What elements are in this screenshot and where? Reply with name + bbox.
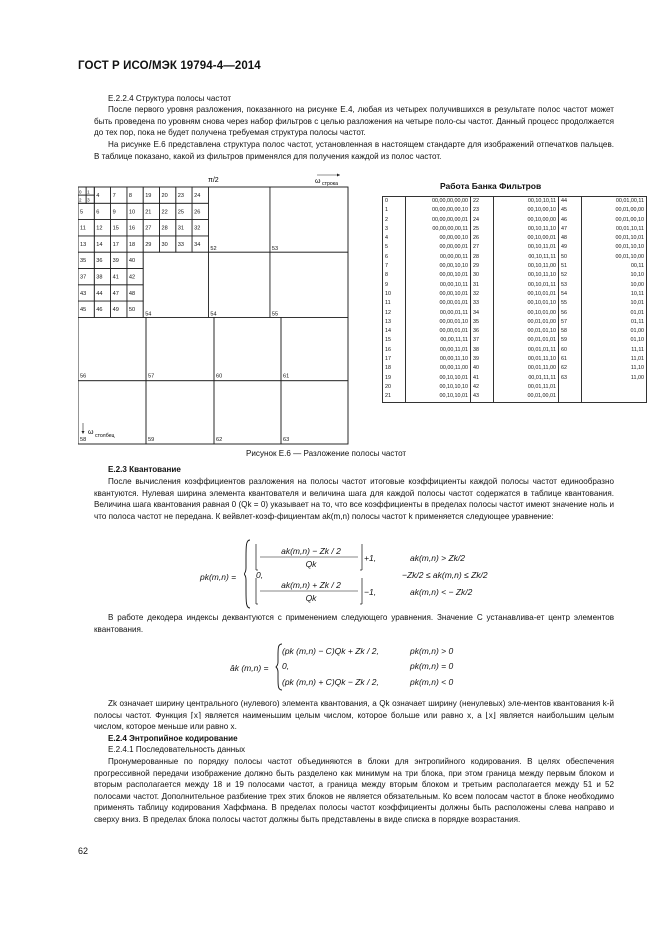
band-label: 33 bbox=[177, 241, 185, 248]
filter-code: 00,00,01,01 bbox=[406, 299, 471, 308]
band-number: 32 bbox=[471, 290, 494, 299]
formula2-row3: (pk (m,n) + C)Qk − Zk / 2, bbox=[282, 677, 379, 687]
band-label: 34 bbox=[194, 241, 201, 248]
band-number: 51 bbox=[559, 262, 582, 271]
band-block bbox=[214, 381, 281, 444]
band-label: 17 bbox=[112, 241, 119, 248]
filter-code: 00,01,01,10 bbox=[494, 327, 559, 336]
table-row bbox=[383, 197, 647, 207]
band-number: 2 bbox=[385, 216, 388, 223]
band-label: 19 bbox=[145, 193, 152, 199]
filter-code: 00,00,11,11 bbox=[406, 336, 471, 345]
band-label: 14 bbox=[96, 241, 103, 248]
band-label: 26 bbox=[194, 209, 201, 216]
band-label: 47 bbox=[112, 290, 119, 297]
band-number: 61 bbox=[559, 355, 582, 364]
band-number: 26 bbox=[471, 234, 494, 243]
table-row bbox=[383, 383, 647, 392]
filter-code: 00,00,00,00,00 bbox=[406, 197, 471, 207]
omega-col-label: ω bbox=[88, 429, 94, 436]
band-number: 58 bbox=[559, 327, 582, 336]
band-label: 41 bbox=[112, 274, 119, 281]
document-header: ГОСТ Р ИСО/МЭК 19794-4—2014 bbox=[78, 60, 261, 72]
table-row bbox=[383, 216, 647, 225]
filter-code: 00,01,11,01 bbox=[494, 383, 559, 392]
band-label: 52 bbox=[210, 246, 217, 253]
band-block bbox=[270, 252, 348, 317]
band-block bbox=[143, 252, 208, 317]
band-label: 20 bbox=[161, 193, 168, 199]
formula2-cond3: pk(m,n) < 0 bbox=[410, 677, 454, 687]
section-e23-title: Е.2.3 Квантование bbox=[108, 465, 181, 474]
band-label: 54 bbox=[210, 311, 217, 318]
filter-code: 00,10,11,01 bbox=[494, 243, 559, 252]
filter-code: 00,10,01,00 bbox=[494, 309, 559, 318]
formula1-den1: Qk bbox=[305, 559, 317, 569]
band-label: 36 bbox=[96, 258, 103, 265]
band-number: 14 bbox=[385, 328, 391, 335]
band-number: 49 bbox=[559, 243, 582, 252]
filter-code: 10,00 bbox=[582, 281, 647, 290]
filter-code: 00,10,11,10 bbox=[494, 225, 559, 234]
band-label: 15 bbox=[112, 225, 119, 232]
band-label: 48 bbox=[128, 290, 136, 297]
band-number: 6 bbox=[385, 253, 388, 260]
band-label: 40 bbox=[128, 258, 136, 265]
band-label: 30 bbox=[161, 241, 168, 248]
band-number: 41 bbox=[471, 374, 494, 383]
band-number: 33 bbox=[471, 299, 494, 308]
table-row bbox=[383, 327, 647, 336]
band-label: 13 bbox=[80, 241, 87, 248]
band-label: 50 bbox=[128, 307, 136, 314]
section-e224-title: Е.2.2.4 Структура полосы частот bbox=[108, 94, 232, 103]
band-number: 52 bbox=[559, 271, 582, 280]
filter-code: 00,00,10,11 bbox=[406, 281, 471, 290]
filter-code: 00,10,00,00 bbox=[494, 216, 559, 225]
band-label-small: 3 bbox=[87, 197, 90, 203]
filter-code: 00,10,01,11 bbox=[494, 281, 559, 290]
filter-code: 00,00,11,00 bbox=[406, 364, 471, 373]
band-label: 8 bbox=[128, 193, 133, 199]
band-label: 59 bbox=[148, 437, 155, 443]
band-number: 63 bbox=[559, 374, 582, 383]
filter-code: 00,01,10,01 bbox=[582, 234, 647, 243]
table-row bbox=[383, 309, 647, 318]
band-block bbox=[281, 381, 348, 444]
band-number: 5 bbox=[385, 244, 388, 251]
table-row bbox=[383, 225, 647, 234]
band-label: 35 bbox=[80, 258, 87, 265]
formula1-num2: ak(m,n) + Zk / 2 bbox=[281, 580, 341, 590]
band-number: 42 bbox=[471, 383, 494, 392]
band-number: 44 bbox=[559, 197, 582, 207]
band-label: 39 bbox=[112, 258, 119, 265]
filter-code: 00,00,00,00,10 bbox=[406, 206, 471, 215]
band-block bbox=[146, 317, 214, 380]
filter-code: 00,01,00,10 bbox=[582, 216, 647, 225]
band-number: 17 bbox=[385, 356, 391, 363]
band-label: 25 bbox=[177, 209, 185, 216]
band-label: 49 bbox=[112, 307, 119, 314]
band-label: 56 bbox=[80, 373, 87, 380]
band-label: 28 bbox=[161, 225, 168, 232]
band-number: 39 bbox=[471, 355, 494, 364]
filter-code: 00,00,11,10 bbox=[406, 355, 471, 364]
table-row bbox=[383, 243, 647, 252]
band-number: 47 bbox=[559, 225, 582, 234]
band-label: 58 bbox=[80, 437, 87, 443]
filter-code: 00,00,10,01 bbox=[406, 271, 471, 280]
section-e23-paragraph-1: После вычисления коэффициентов разложения на полосы частот итоговые коэффициенты каждой полосы частот единообразно квантуются. Нулевая ширина элемента квантователя и величина шага для каждой полосы частот содержатся в таблице квантования. Величина шага квантования равная 0 (Qk = 0) указывает на то, что все коэффициенты в пределах полосы частот имеют значение ноль и что полоса частот не передана. К вейвлет-коэф-фициентам ak(m,n) полосы частот k применяется следующее уравнение: bbox=[94, 477, 614, 521]
filter-code: 00,00,01,01 bbox=[406, 327, 471, 336]
table-row bbox=[383, 318, 647, 327]
filter-code: 00,01,10,11 bbox=[582, 225, 647, 234]
band-label: 10 bbox=[128, 209, 136, 216]
band-label: 18 bbox=[128, 241, 136, 248]
table-row bbox=[383, 374, 647, 383]
band-number: 13 bbox=[385, 318, 391, 325]
table-row bbox=[383, 392, 647, 402]
table-row bbox=[383, 299, 647, 308]
band-label: 45 bbox=[80, 307, 87, 314]
band-number: 7 bbox=[385, 263, 388, 270]
filter-code: 00,01,11,00 bbox=[494, 364, 559, 373]
band-number bbox=[559, 383, 582, 392]
band-number: 20 bbox=[385, 383, 391, 390]
band-label: 7 bbox=[112, 193, 116, 199]
filter-code: 10,01 bbox=[582, 299, 647, 308]
band-label: 9 bbox=[112, 209, 116, 216]
band-label: 57 bbox=[148, 373, 155, 380]
filter-code: 00,01,10,10 bbox=[582, 243, 647, 252]
table-row bbox=[383, 206, 647, 215]
filter-code bbox=[582, 392, 647, 402]
filter-code: 00,01,00,01 bbox=[494, 392, 559, 402]
table-row bbox=[383, 262, 647, 271]
band-number: 43 bbox=[471, 392, 494, 402]
band-number: 25 bbox=[471, 225, 494, 234]
filter-code: 00,01,01,11 bbox=[494, 346, 559, 355]
formula1-cond1: ak(m,n) > Zk/2 bbox=[410, 553, 466, 563]
band-label: 37 bbox=[80, 274, 87, 281]
formula2-row2: 0, bbox=[282, 661, 290, 671]
decomposition-figure bbox=[78, 170, 378, 452]
filter-code: 00,00,00,10 bbox=[406, 234, 471, 243]
table-row bbox=[383, 271, 647, 280]
filter-code: 00,10,10,01 bbox=[406, 392, 471, 402]
filter-code: 00,10,11,11 bbox=[494, 253, 559, 262]
band-label: 55 bbox=[271, 311, 279, 318]
filter-code: 00,01,00,11 bbox=[582, 197, 647, 207]
band-number: 22 bbox=[471, 197, 494, 207]
table-row bbox=[383, 364, 647, 373]
band-label: 12 bbox=[96, 225, 103, 232]
omega-row-label: ω bbox=[315, 178, 321, 185]
formula2-row1: (pk (m,n) − C)Qk + Zk / 2, bbox=[282, 646, 379, 656]
filter-code: 10,10 bbox=[582, 271, 647, 280]
band-block bbox=[146, 381, 214, 444]
band-block bbox=[208, 187, 270, 252]
band-number: 48 bbox=[559, 234, 582, 243]
filter-code: 11,00 bbox=[582, 374, 647, 383]
band-number: 45 bbox=[559, 206, 582, 215]
band-number: 40 bbox=[471, 364, 494, 373]
band-number: 38 bbox=[471, 346, 494, 355]
band-label: 22 bbox=[161, 209, 168, 216]
band-label: 43 bbox=[80, 290, 87, 297]
band-block bbox=[78, 317, 146, 380]
band-label: 27 bbox=[145, 225, 152, 232]
band-number: 30 bbox=[471, 271, 494, 280]
formula2-cond1: pk(m,n) > 0 bbox=[410, 646, 454, 656]
page-number: 62 bbox=[78, 846, 89, 856]
band-label: 60 bbox=[216, 373, 223, 380]
filter-table-title: Работа Банка Фильтров bbox=[440, 181, 542, 191]
band-number: 50 bbox=[559, 253, 582, 262]
table-row bbox=[383, 253, 647, 262]
band-number: 60 bbox=[559, 346, 582, 355]
band-number: 34 bbox=[471, 309, 494, 318]
band-label: 5 bbox=[80, 209, 84, 216]
filter-code: 00,10,11,00 bbox=[494, 262, 559, 271]
filter-code: 00,01,11,10 bbox=[494, 355, 559, 364]
filter-code: 00,01,10,00 bbox=[582, 253, 647, 262]
band-block bbox=[281, 317, 348, 380]
band-number: 54 bbox=[559, 290, 582, 299]
band-label: 32 bbox=[194, 225, 201, 232]
band-number: 59 bbox=[559, 336, 582, 345]
band-number: 57 bbox=[559, 318, 582, 327]
filter-code: 01,11 bbox=[582, 318, 647, 327]
band-number: 15 bbox=[385, 337, 391, 344]
band-number: 3 bbox=[385, 225, 388, 232]
band-label: 44 bbox=[96, 290, 103, 297]
formula2-lhs: âk (m,n) = bbox=[230, 663, 269, 673]
filter-code: 01,01 bbox=[582, 309, 647, 318]
band-number: 24 bbox=[471, 216, 494, 225]
band-label: 42 bbox=[128, 274, 136, 281]
pi-half-label: π/2 bbox=[208, 177, 219, 184]
filter-code: 00,10,10,01 bbox=[406, 374, 471, 383]
formula2-cond2: pk(m,n) = 0 bbox=[410, 661, 454, 671]
filter-code: 10,11 bbox=[582, 290, 647, 299]
band-label: 53 bbox=[271, 246, 279, 253]
band-number: 16 bbox=[385, 346, 391, 353]
band-number: 10 bbox=[385, 290, 391, 297]
section-e224-paragraph-2: На рисунке Е.6 представлена структура полос частот, установленная в настоящем стандарте для изображений отпечатков пальцев. В таблице показано, какой из фильтров применялся для получения каждой из полос частот. bbox=[94, 140, 614, 161]
filter-code: 00,11 bbox=[582, 262, 647, 271]
band-number: 1 bbox=[385, 207, 388, 214]
section-e224-paragraph-1: После первого уровня разложения, показанного на рисунке Е.4, любая из четырех получившихся в результате полос частот может быть проведена по уровням снова через набор фильтров с целью разложения на четыре поло-сы частот. Данный процесс продолжается до тех пор, пока не будет получена требуемая структура полосы частот. bbox=[94, 105, 614, 138]
filter-code: 00,01,01,00 bbox=[494, 318, 559, 327]
filter-code: 00,10,01,10 bbox=[494, 299, 559, 308]
omega-row-sub: строка bbox=[322, 181, 339, 187]
formula1-tail1: +1, bbox=[364, 553, 377, 563]
filter-code: 00,10,10,11 bbox=[494, 197, 559, 207]
section-e24-title: Е.2.4 Энтропийное кодирование bbox=[108, 734, 238, 743]
section-e23-paragraph-2: В работе декодера индексы деквантуются с применением следующего уравнения. Значение C устанавлива-ет центр элементов квантования. bbox=[94, 613, 614, 634]
filter-code: 00,00,00,01 bbox=[406, 243, 471, 252]
filter-code: 11,11 bbox=[582, 346, 647, 355]
band-number: 9 bbox=[385, 281, 388, 288]
filter-code: 00,00,10,10 bbox=[406, 262, 471, 271]
band-label: 38 bbox=[96, 274, 103, 281]
band-number: 4 bbox=[385, 235, 388, 242]
band-label: 6 bbox=[96, 209, 100, 216]
band-number: 27 bbox=[471, 243, 494, 252]
band-number: 46 bbox=[559, 216, 582, 225]
band-label: 46 bbox=[96, 307, 103, 314]
band-number: 37 bbox=[471, 336, 494, 345]
table-row bbox=[383, 336, 647, 345]
table-row bbox=[383, 355, 647, 364]
filter-code: 00,10,10,10 bbox=[406, 383, 471, 392]
band-number: 8 bbox=[385, 272, 388, 279]
filter-code: 00,10,00,10 bbox=[494, 206, 559, 215]
section-e241-title: Е.2.4.1 Последовательность данных bbox=[108, 745, 246, 754]
filter-code: 00,00,11,01 bbox=[406, 346, 471, 355]
band-number: 19 bbox=[385, 374, 391, 381]
band-label: 24 bbox=[194, 193, 201, 199]
filter-code: 00,10,00,01 bbox=[494, 234, 559, 243]
section-e241-paragraph: Пронумерованные по порядку полосы частот объединяются в блоки для энтропийного кодирования. В целях обеспечения прогрессивной передачи изображение должно быть разделено как минимум на три блока, при этом граница между первым блоком и вторым располагается между 18 и 19 полосами частот, а граница между вторым блоком и третьим располагается между 51 и 52 полосами частот. Дополнительное разбиение трех этих блоков не является обязательным. Ко всем полосам частот в блоке необходимо применять таблицу кодирования Хаффмана. В пределах полосы частот коэффициенты должны быть расположены слева направо и сверху вниз. В пределах блока полосы частот должны быть представлены в виде списка в порядке возрастания. bbox=[94, 757, 614, 824]
filter-code: 00,00,00,00,01 bbox=[406, 216, 471, 225]
filter-code: 00,10,11,10 bbox=[494, 271, 559, 280]
formula1-num1: ak(m,n) − Zk / 2 bbox=[281, 546, 341, 556]
formula1-tail2: −1, bbox=[364, 587, 377, 597]
band-label: 21 bbox=[145, 209, 152, 216]
filter-code: 00,01,11,11 bbox=[494, 374, 559, 383]
band-number: 36 bbox=[471, 327, 494, 336]
filter-code: 00,00,00,00,11 bbox=[406, 225, 471, 234]
band-label: 61 bbox=[283, 373, 290, 380]
filter-code: 00,00,10,01 bbox=[406, 290, 471, 299]
band-number: 0 bbox=[385, 198, 388, 204]
filter-code: 11,01 bbox=[582, 355, 647, 364]
band-number bbox=[559, 392, 582, 402]
band-number: 29 bbox=[471, 262, 494, 271]
band-label: 31 bbox=[177, 225, 185, 232]
filter-code bbox=[582, 383, 647, 392]
filter-code: 00,00,01,11 bbox=[406, 309, 471, 318]
band-number: 55 bbox=[559, 299, 582, 308]
formula1-cond3: ak(m,n) < − Zk/2 bbox=[410, 587, 473, 597]
band-block bbox=[270, 187, 348, 252]
band-number: 35 bbox=[471, 318, 494, 327]
band-number: 18 bbox=[385, 365, 391, 372]
table-row bbox=[383, 290, 647, 299]
band-number: 53 bbox=[559, 281, 582, 290]
band-number: 31 bbox=[471, 281, 494, 290]
band-number: 23 bbox=[471, 206, 494, 215]
formula1-cond2: −Zk/2 ≤ ak(m,n) ≤ Zk/2 bbox=[402, 570, 488, 580]
filter-code: 00,01,00,00 bbox=[582, 206, 647, 215]
band-label: 11 bbox=[80, 225, 86, 232]
band-label-small: 1 bbox=[87, 189, 90, 195]
filter-code: 01,10 bbox=[582, 336, 647, 345]
band-number: 21 bbox=[385, 393, 391, 400]
table-row bbox=[383, 281, 647, 290]
band-label: 4 bbox=[96, 193, 100, 199]
filter-code: 01,00 bbox=[582, 327, 647, 336]
filter-code: 00,10,01,01 bbox=[494, 290, 559, 299]
band-label: 16 bbox=[128, 225, 136, 232]
filter-code: 00,00,01,10 bbox=[406, 318, 471, 327]
band-label: 54 bbox=[145, 311, 152, 318]
band-label: 29 bbox=[145, 241, 152, 248]
filter-bank-table bbox=[382, 196, 647, 403]
omega-col-sub: столбец bbox=[95, 433, 115, 439]
table-row bbox=[383, 346, 647, 355]
table-row bbox=[383, 234, 647, 243]
formula1-lhs: pk(m,n) = bbox=[200, 572, 237, 582]
section-e23-paragraph-3: Zk означает ширину центрального (нулевого) элемента квантования, а Qk означает ширину (ненулевых) эле-ментов квантования k-й полосы частот. Функция ⌈x⌉ является наименьшим целым числом, которое больше или равно x, а ⌊x⌋ является наибольшим целым числом, которое меньше или равно x. bbox=[94, 699, 614, 732]
band-label-small: 0 bbox=[79, 189, 82, 195]
band-number: 56 bbox=[559, 309, 582, 318]
filter-code: 00,00,00,11 bbox=[406, 253, 471, 262]
formula1-mid: 0, bbox=[256, 570, 264, 580]
band-number: 62 bbox=[559, 364, 582, 373]
band-block bbox=[214, 317, 281, 380]
band-label-small: 2 bbox=[79, 197, 82, 203]
formula1-den2: Qk bbox=[305, 593, 317, 603]
band-label: 63 bbox=[283, 437, 290, 443]
band-number: 11 bbox=[385, 300, 391, 307]
band-label: 23 bbox=[177, 193, 185, 199]
band-number: 28 bbox=[471, 253, 494, 262]
band-label: 62 bbox=[216, 437, 223, 443]
band-block bbox=[208, 252, 270, 317]
figure-caption: Рисунок Е.6 — Разложение полосы частот bbox=[246, 449, 407, 458]
filter-code: 11,10 bbox=[582, 364, 647, 373]
band-number: 12 bbox=[385, 309, 391, 316]
filter-code: 00,01,01,01 bbox=[494, 336, 559, 345]
